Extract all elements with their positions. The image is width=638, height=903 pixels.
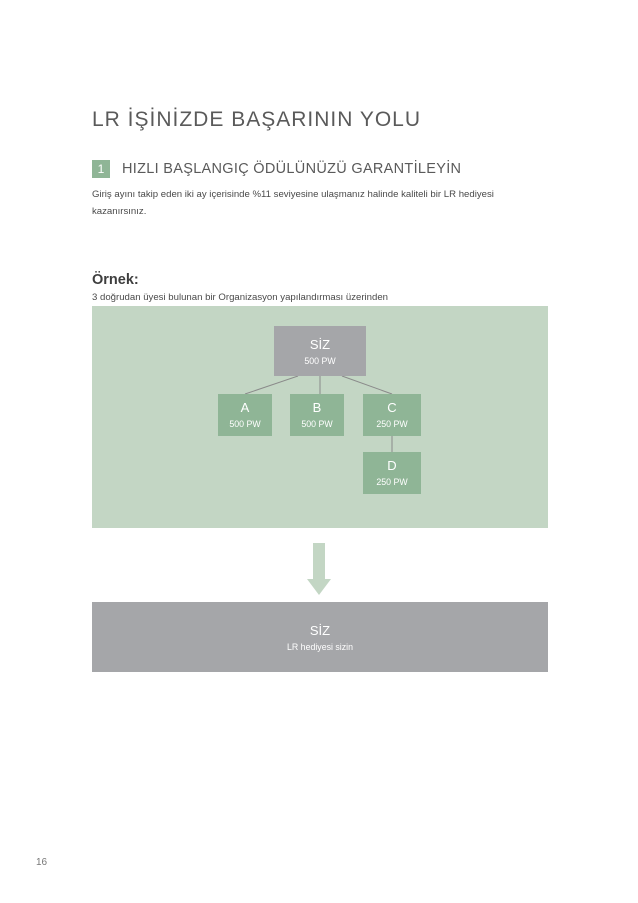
result-description: LR hediyesi sizin [286, 642, 353, 652]
connector-root-a [245, 376, 298, 394]
connector-root-c [342, 376, 392, 394]
org-node-b-value: 500 PW [301, 419, 333, 429]
org-node-b [290, 394, 344, 436]
down-arrow-icon [307, 543, 331, 595]
org-node-a-value: 500 PW [229, 419, 261, 429]
result-title: SİZ [309, 623, 331, 638]
page-title: LR İŞİNİZDE BAŞARININ YOLU [92, 108, 422, 131]
example-title: Örnek: [92, 272, 139, 288]
org-node-d [363, 452, 421, 494]
org-node-a [218, 394, 272, 436]
result-panel [92, 602, 548, 672]
org-node-a-label: A [240, 400, 250, 415]
page-number: 16 [36, 857, 48, 868]
org-node-c [363, 394, 421, 436]
step-label: HIZLI BAŞLANGIÇ ÖDÜLÜNÜZÜ GARANTİLEYİN [122, 161, 462, 177]
org-node-siz-value: 500 PW [304, 356, 336, 366]
org-node-c-value: 250 PW [376, 419, 408, 429]
step-number-badge: 1 [92, 160, 110, 178]
org-node-d-value: 250 PW [376, 477, 408, 487]
org-chart-panel [92, 306, 548, 528]
org-node-c-label: C [387, 400, 397, 415]
example-description: 3 doğrudan üyesi bulunan bir Organizasyon yapılandırması üzerinden [92, 292, 388, 303]
org-node-siz [274, 326, 366, 376]
org-node-b-label: B [312, 400, 322, 415]
org-node-d-label: D [387, 458, 397, 473]
step-description: Giriş ayını takip eden iki ay içerisinde %11 seviyesine ulaşmanız halinde kaliteli bir LR hediyesi kazanırsınız. [92, 189, 494, 217]
org-node-siz-label: SİZ [309, 337, 331, 352]
step-header [92, 160, 461, 178]
